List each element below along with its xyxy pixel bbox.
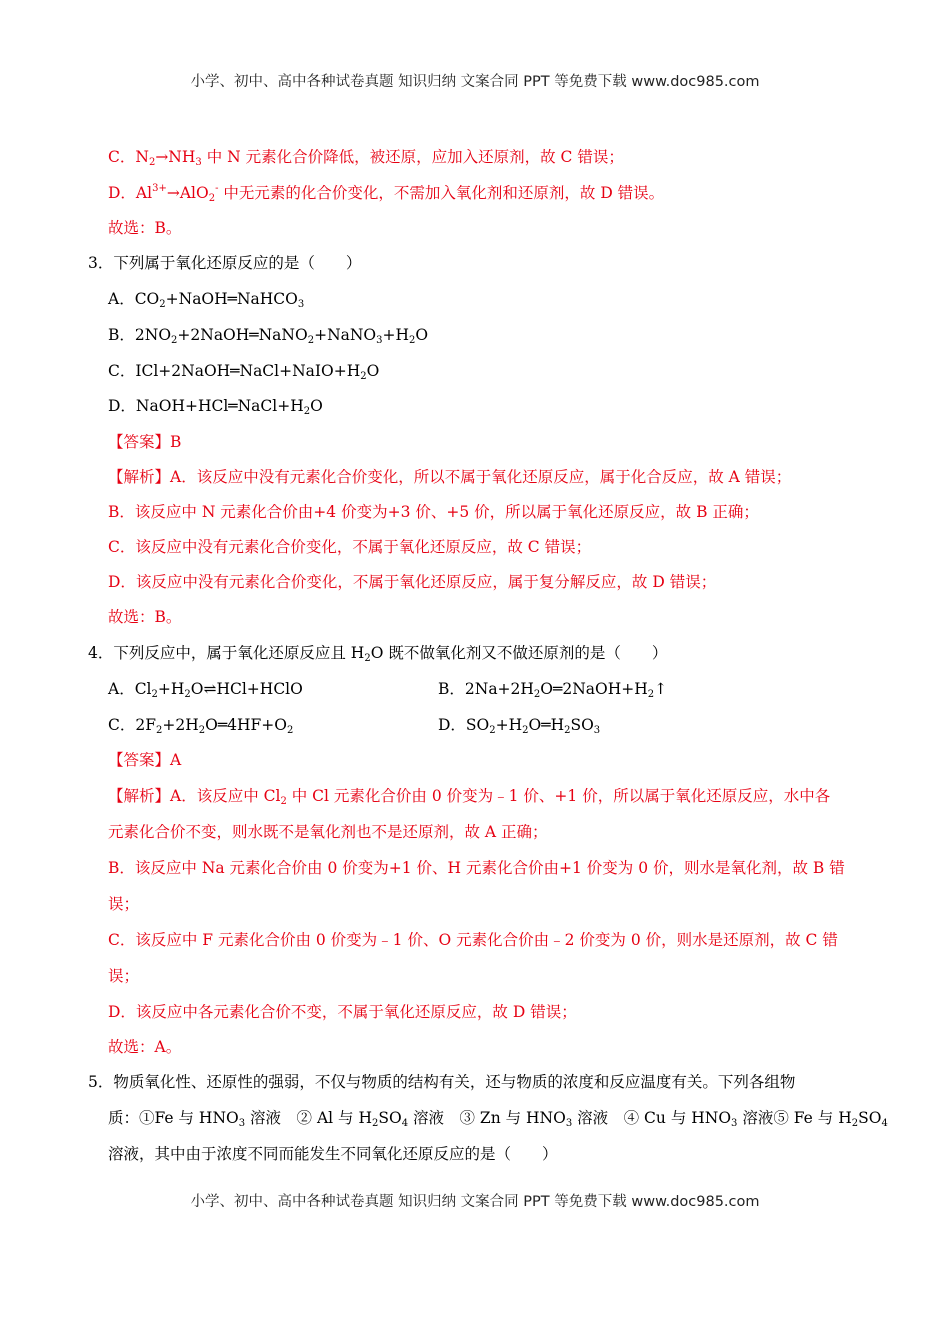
q4-explanation-d: D．该反应中各元素化合价不变，不属于氧化还原反应，故 D 错误；: [108, 1003, 577, 1021]
q3-explanation-a: 【解析】A．该反应中没有元素化合价变化，所以不属于氧化还原反应，属于化合反应，故 A 错误；: [108, 468, 792, 486]
q4-explanation-a-cont: 元素化合价不变，则水既不是氧化剂也不是还原剂，故 A 正确；: [108, 823, 548, 841]
q4-option-b: B．$2Na+2H_2O═2NaOH+H_2↑$: [438, 680, 668, 700]
q5-stem-line1: 5．物质氧化性、还原性的强弱，不仅与物质的结构有关，还与物质的浓度和反应温度有关。下列各组物: [88, 1073, 796, 1091]
q3-option-d: D．$NaOH+HCl═NaCl+H_2O$: [108, 397, 323, 417]
q3-answer: 【答案】B: [108, 433, 182, 451]
q4-option-a: A．$Cl_2+H_2O\rightleftharpoons HCl+HClO$: [108, 680, 303, 700]
q4-explanation-b-cont: 误；: [108, 895, 140, 913]
prev-option-c-explanation: C．$N_2\to NH_3$ 中 N 元素化合价降低，被还原，应加入还原剂，故 C 错误；: [108, 148, 624, 168]
q4-explanation-a: 【解析】A．该反应中 $Cl_2$ 中 Cl 元素化合价由 0 价变为﹣1 价、+1 价，所以属于氧化还原反应，水中各: [108, 787, 831, 807]
q4-option-c: C．$2F_2+2H_2O═4HF+O_2$: [108, 716, 294, 736]
q5-stem-line2: 质：①Fe 与 $HNO_3$ 溶液 ② Al 与 $H_2SO_4$ 溶液 ③ Zn 与 $HNO_3$ 溶液 ④ Cu 与 $HNO_3$ 溶液⑤ Fe 与 $H_2SO_4$: [108, 1109, 888, 1129]
q4-explanation-c: C．该反应中 F 元素化合价由 0 价变为﹣1 价、O 元素化合价由﹣2 价变为 0 价，则水是还原剂，故 C 错: [108, 931, 838, 949]
page-header: 小学、初中、高中各种试卷真题 知识归纳 文案合同 PPT 等免费下载 www.doc985.com: [190, 74, 760, 90]
prev-option-d-explanation: D．$Al^{3+}\to AlO_2^-$ 中无元素的化合价变化，不需加入氧化剂和还原剂，故 D 错误。: [108, 183, 665, 204]
q3-explanation-c: C．该反应中没有元素化合价变化，不属于氧化还原反应，故 C 错误；: [108, 538, 592, 556]
q3-option-c: C．$ICl+2NaOH═NaCl+NaIO+H_2O$: [108, 362, 380, 382]
q4-answer: 【答案】A: [108, 751, 182, 769]
q5-stem-line3: 溶液，其中由于浓度不同而能发生不同氧化还原反应的是（ ）: [108, 1145, 558, 1163]
q4-explanation-c-cont: 误；: [108, 967, 140, 985]
q3-explanation-d: D．该反应中没有元素化合价变化，不属于氧化还原反应，属于复分解反应，故 D 错误；: [108, 573, 717, 591]
q3-option-b: B．$2NO_2+2NaOH═NaNO_2+NaNO_3+H_2O$: [108, 326, 429, 346]
q3-explanation-b: B．该反应中 N 元素化合价由+4 价变为+3 价、+5 价，所以属于氧化还原反应，故 B 正确；: [108, 503, 759, 521]
q4-explanation-b: B．该反应中 Na 元素化合价由 0 价变为+1 价、H 元素化合价由+1 价变为 0 价，则水是氧化剂，故 B 错: [108, 859, 845, 877]
q3-option-a: A．$CO_2+NaOH═NaHCO_3$: [108, 290, 305, 310]
q4-selection: 故选：A。: [108, 1038, 182, 1056]
prev-selection: 故选：B。: [108, 219, 182, 237]
q4-stem: 4．下列反应中，属于氧化还原反应且 $H_2O$ 既不做氧化剂又不做还原剂的是（ ）: [88, 644, 668, 664]
q3-stem: 3．下列属于氧化还原反应的是（ ）: [88, 254, 362, 272]
q3-selection: 故选：B。: [108, 608, 182, 626]
q4-option-d: D．$SO_2+H_2O═H_2SO_3$: [438, 716, 601, 736]
page-footer: 小学、初中、高中各种试卷真题 知识归纳 文案合同 PPT 等免费下载 www.doc985.com: [190, 1194, 760, 1210]
